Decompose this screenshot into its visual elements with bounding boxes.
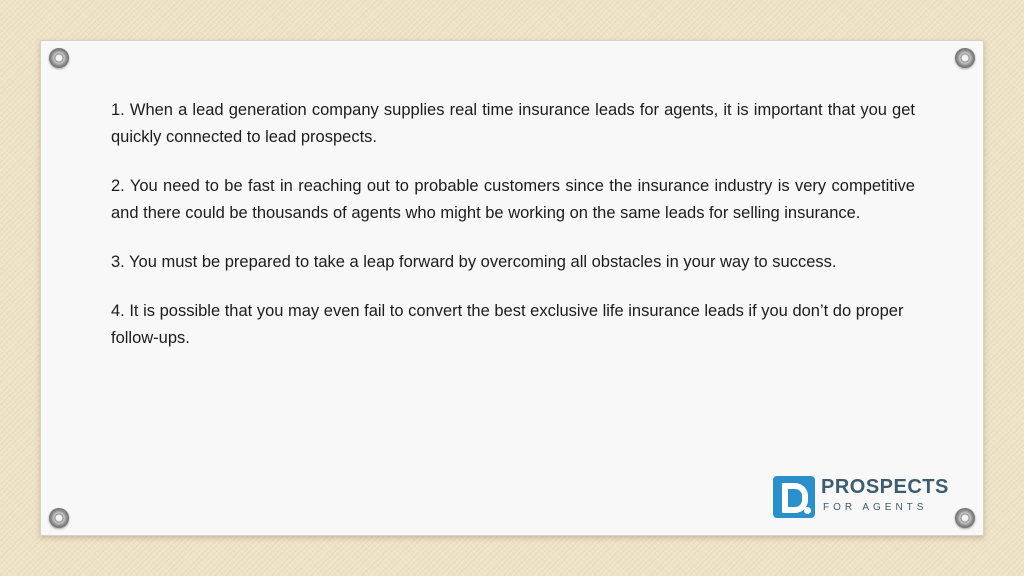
p-logo-icon (773, 476, 815, 518)
screw-icon (955, 48, 975, 68)
paragraph-3: 3. You must be prepared to take a leap forward by overcoming all obstacles in your way to success. (111, 253, 837, 271)
paragraph-1: 1. When a lead generation company supplies real time insurance leads for agents, it is important that you get quickly connected to lead prospects. (111, 101, 915, 146)
company-logo (773, 476, 949, 520)
paragraph-2: 2. You need to be fast in reaching out to probable customers since the insurance industry is very competitive and there could be thousands of agents who might be working on the same leads for selling insurance. (111, 177, 915, 222)
screw-icon (49, 48, 69, 68)
paragraph-4: 4. It is possible that you may even fail to convert the best exclusive life insurance leads if you don’t do proper follow-ups. (111, 302, 904, 347)
logo-wordmark: PROSPECTS (821, 476, 949, 498)
logo-tagline: FOR AGENTS (823, 502, 928, 513)
screw-icon (955, 508, 975, 528)
slide-body (111, 97, 915, 374)
screw-icon (49, 508, 69, 528)
slide-card (40, 40, 984, 536)
